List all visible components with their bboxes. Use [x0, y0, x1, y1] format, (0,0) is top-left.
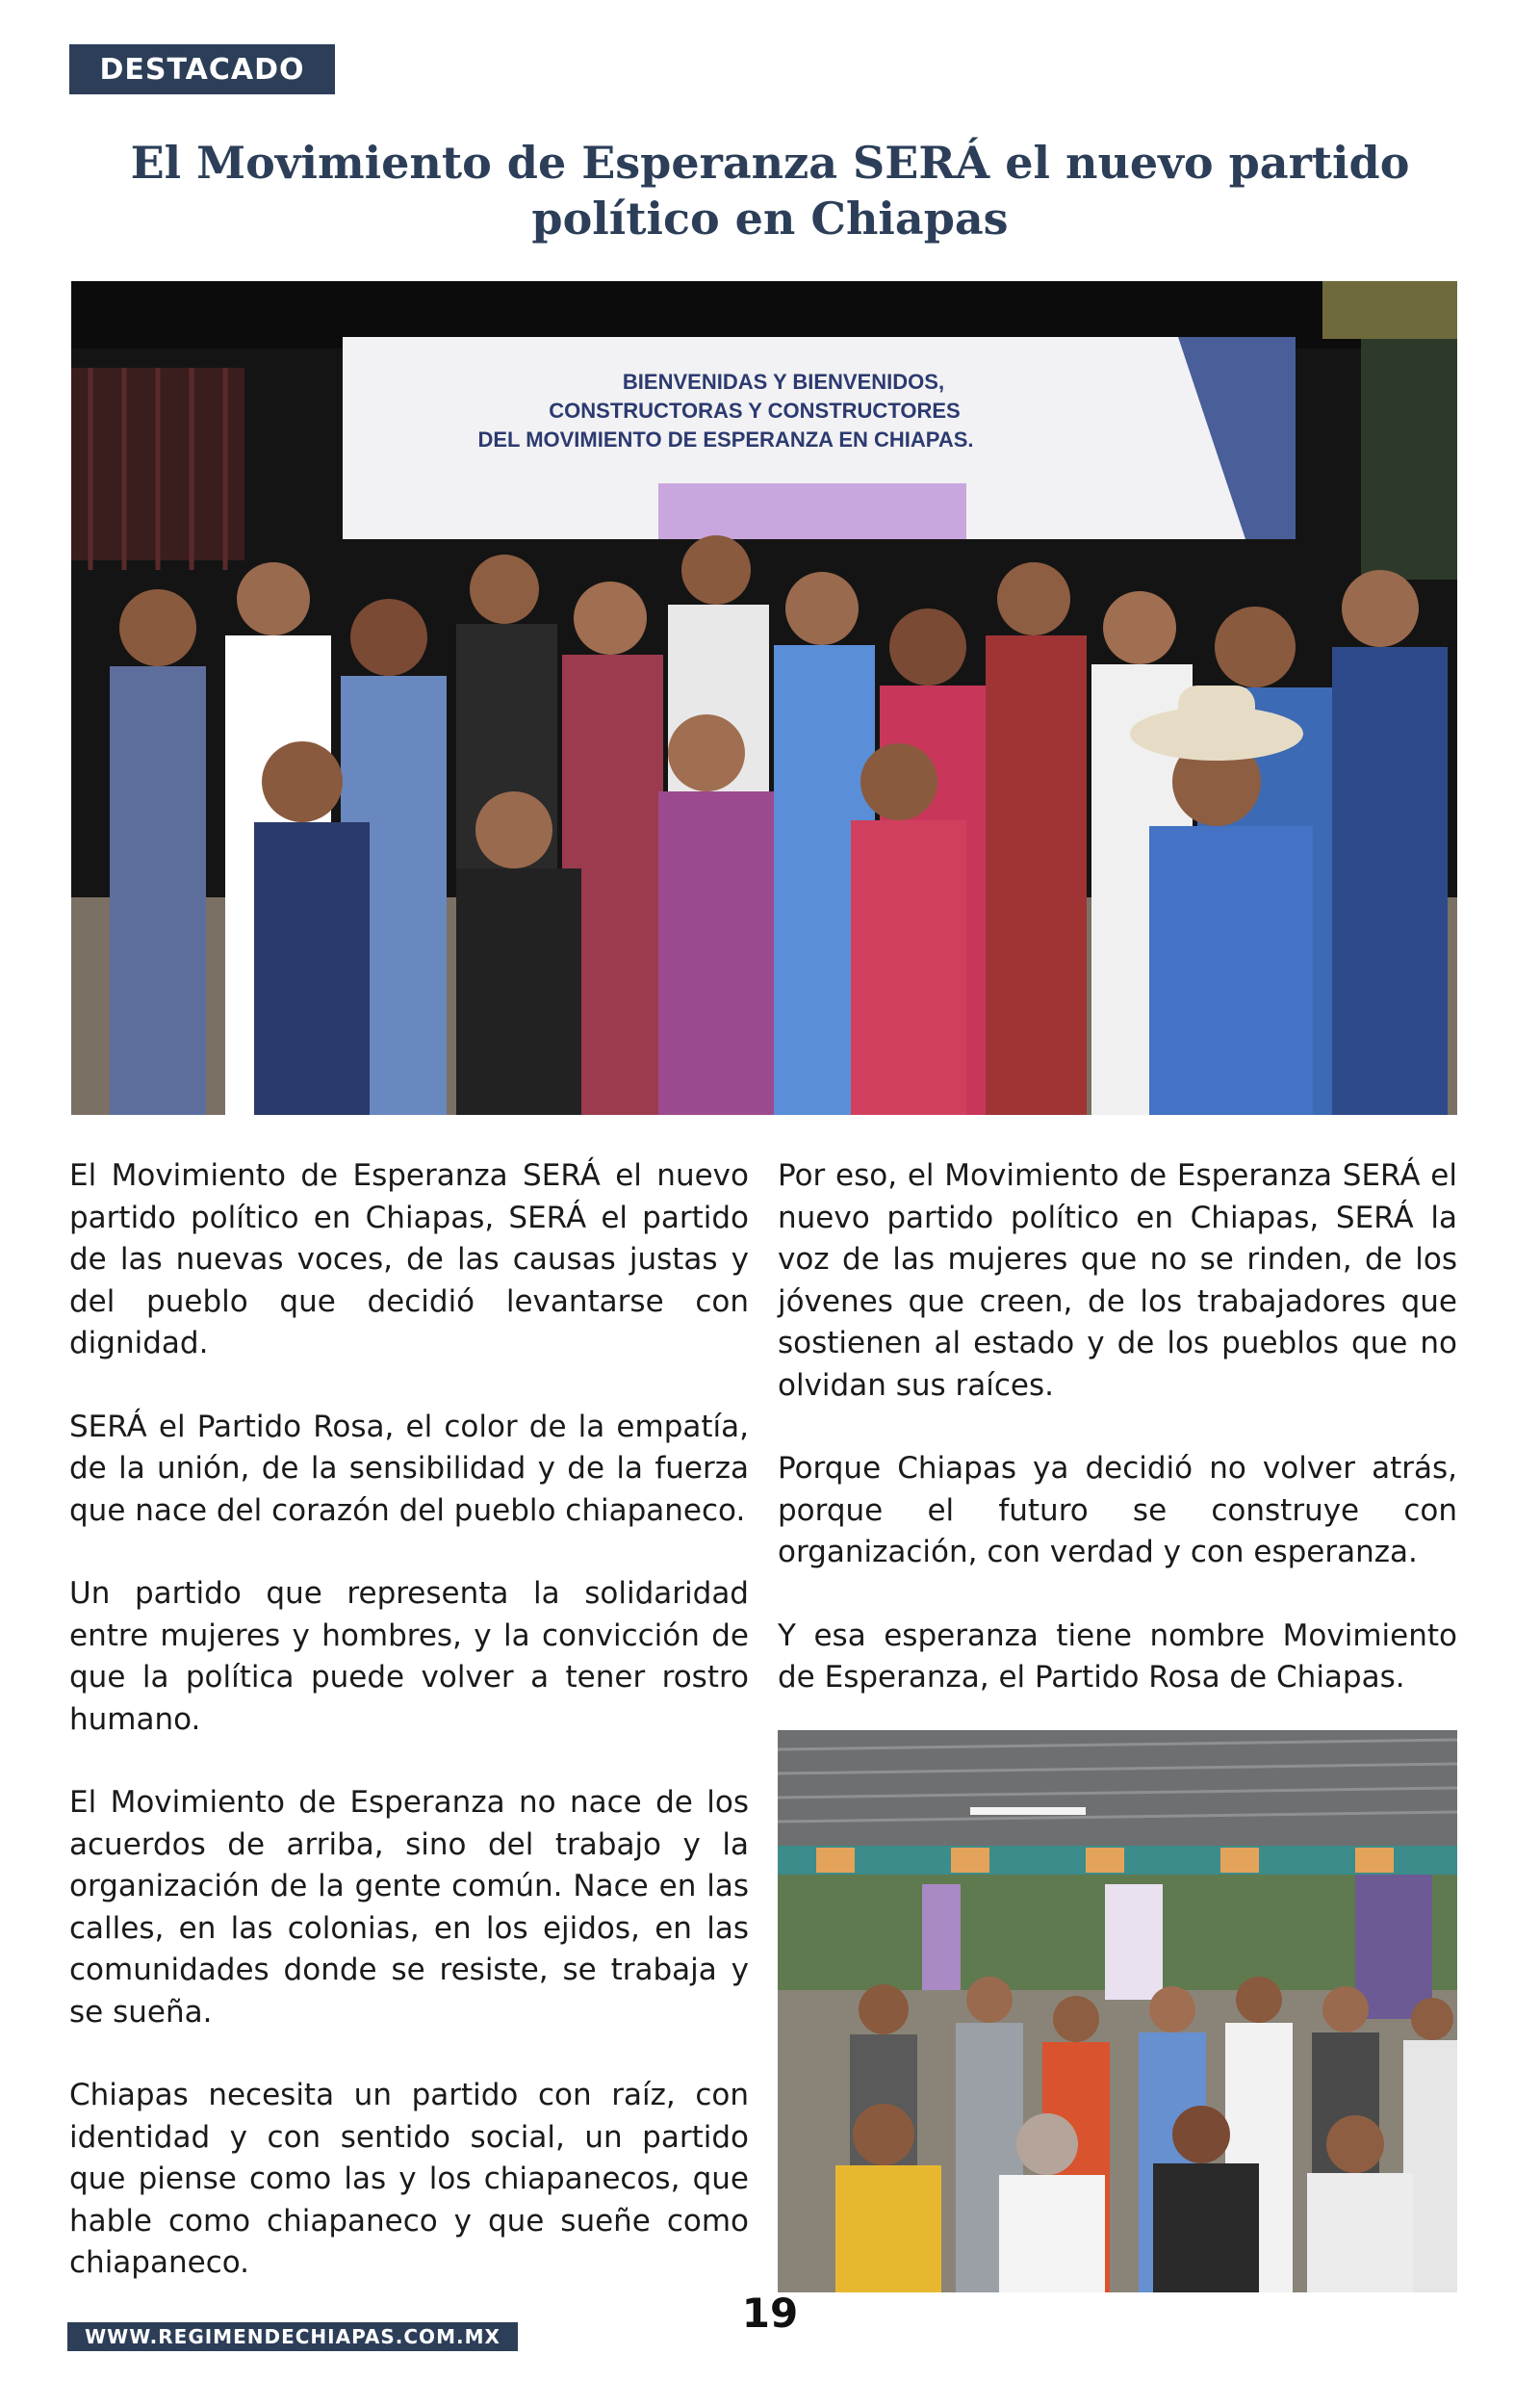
paragraph: Un partido que representa la solidaridad entre mujeres y hombres, y la convicción de que la política puede volver a tener rostro humano. [69, 1576, 749, 1737]
footer-url: WWW.REGIMENDECHIAPAS.COM.MX [67, 2322, 518, 2351]
paragraph: Y esa esperanza tiene nombre Movimiento de Esperanza, el Partido Rosa de Chiapas. [778, 1618, 1457, 1695]
banner-line-2: CONSTRUCTORAS Y CONSTRUCTORES [549, 399, 961, 423]
page-number: 19 [741, 2290, 799, 2337]
paragraph: El Movimiento de Esperanza no nace de los acuerdos de arriba, sino del trabajo y la organización de la gente común. Nace en las calles, en las colonias, en los ejidos, en las comunidades donde se resiste, se trabaja y se sueña. [69, 1785, 749, 2030]
meeting-photo [778, 1730, 1457, 2292]
section-tag: DESTACADO [69, 44, 335, 94]
banner-line-3: DEL MOVIMIENTO DE ESPERANZA EN CHIAPAS. [477, 427, 974, 452]
paragraph: Chiapas necesita un partido con raíz, con identidad y con sentido social, un partido que piense como las y los chiapanecos, que hable como chiapaneco y que sueñe como chiapaneco. [69, 2078, 749, 2280]
group-photo [71, 281, 1457, 1115]
article-column-left [69, 1155, 749, 2326]
paragraph: Porque Chiapas ya decidió no volver atrás, porque el futuro se construye con organización, con verdad y con esperanza. [778, 1451, 1457, 1569]
paragraph: El Movimiento de Esperanza SERÁ el nuevo partido político en Chiapas, SERÁ el partido de las nuevas voces, de las causas justas y del pueblo que decidió levantarse con dignidad. [69, 1158, 749, 1360]
paragraph: Por eso, el Movimiento de Esperanza SERÁ el nuevo partido político en Chiapas, SERÁ la voz de las mujeres que no se rinden, de los jóvenes que creen, de los trabajadores que sostienen al estado y de los pueblos que no olvidan sus raíces. [778, 1158, 1457, 1403]
paragraph: SERÁ el Partido Rosa, el color de la empatía, de la unión, de la sensibilidad y de la fuerza que nace del corazón del pueblo chiapaneco. [69, 1409, 749, 1528]
article-column-right [778, 1155, 1457, 1741]
banner-line-1: BIENVENIDAS Y BIENVENIDOS, [622, 370, 945, 394]
article-headline: El Movimiento de Esperanza SERÁ el nuevo partido político en Chiapas [130, 137, 1410, 245]
